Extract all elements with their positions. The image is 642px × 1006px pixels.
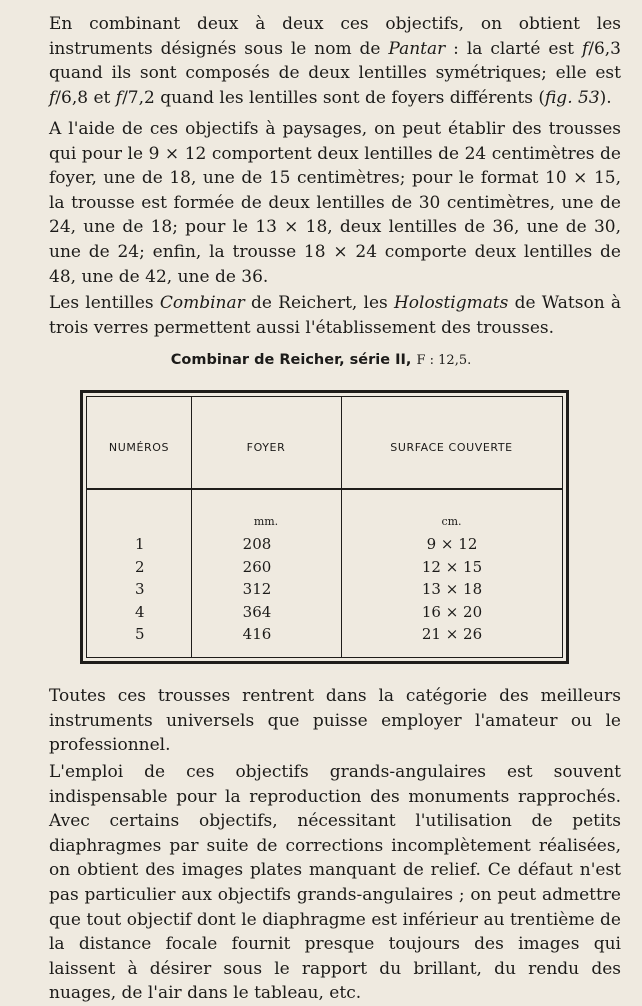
italic-term: Holostigmats (393, 293, 509, 313)
cell-foyer: 260 (242, 557, 272, 576)
cell-surface: 12 × 15 (421, 557, 483, 576)
table-frame (86, 396, 563, 658)
italic-term: f (115, 87, 123, 108)
table-caption (0, 352, 642, 368)
unit-cm: cm. (441, 515, 462, 528)
text: : la clarté est (445, 38, 582, 59)
text: En combinant deux à deux ces objectifs, on obtient les instruments désignés sous le nom de (49, 14, 621, 59)
cell-foyer: 312 (242, 580, 272, 598)
cell-surface: 13 × 18 (421, 580, 483, 598)
cell-numero: 2 (135, 557, 145, 576)
cell-foyer: 364 (242, 602, 272, 621)
header-foyer: FOYER (246, 441, 286, 454)
paragraph-universels: Toutes ces trousses rentrent dans la catégorie des meilleurs instruments universels que puisse employer l'amateur ou le professionnel. (49, 686, 621, 756)
cell-surface: 16 × 20 (421, 602, 483, 621)
text: de Watson à trois verres permettent aussi l'établissement des trousses. (49, 293, 621, 338)
figure-ref: fig. 53 (544, 87, 600, 108)
text: /7,2 quand les lentilles sont de foyers différents ( (122, 87, 545, 108)
cell-foyer: 416 (242, 625, 272, 643)
italic-term: Pantar (388, 38, 446, 59)
data-table (80, 390, 569, 664)
cell-foyer: 208 (242, 535, 272, 553)
italic-term: f (581, 38, 589, 59)
header-numeros: NUMÉROS (108, 441, 170, 454)
paragraph-trousses: A l'aide de ces objectifs à paysages, on peut établir des trousses qui pour le 9 × 12 comportent deux lentilles de 24 centimètres de foyer, une de 18, une de 15 centimètres; pour le format 10 × 15, la trousse est formée de deux lentilles de 30 centimètres, une de 24, une de 18; pour le 13 × 18, deux lentilles de 36, une de 30, une de 24; enfin, la trousse 18 × 24 comporte deux lentilles de 48, une de 42, une de 36. (49, 119, 621, 287)
text: Les lentilles (49, 293, 160, 313)
cell-numero: 1 (135, 535, 145, 553)
paragraph-combinar (49, 291, 621, 340)
header-divider (87, 488, 562, 490)
table-title: Combinar de Reicher, série II, (170, 352, 412, 368)
paragraph-grands-angulaires: L'emploi de ces objectifs grands-angulaires est souvent indispensable pour la reproduction des monuments rapprochés. Avec certains objectifs, nécessitant l'utilisation de petits diaphragmes par suite de corrections incomplètement réalisées, on obtient des images plates manquant de relief. Ce défaut n'est pas particulier aux objectifs grands-angulaires ; on peut admettre que tout objectif dont le diaphragme est inférieur au trentième de la distance focale fournit presque toujours des images qui laissent à désirer sous le rapport du brillant, du rendu des nuages, de l'air dans le tableau, etc. (49, 762, 621, 1004)
text: ). (599, 87, 612, 108)
paragraph-pantar (49, 12, 621, 110)
cell-numero: 4 (135, 602, 145, 621)
cell-surface: 21 × 26 (421, 625, 483, 643)
header-surface: SURFACE COUVERTE (390, 441, 513, 454)
cell-numero: 3 (135, 580, 145, 598)
cell-surface: 9 × 12 (426, 535, 478, 553)
unit-mm: mm. (253, 515, 279, 528)
text: /6,8 et (55, 87, 116, 108)
cell-numero: 5 (135, 625, 145, 643)
italic-term: Combinar (159, 293, 245, 313)
text: /6,3 quand ils sont composés de deux lentilles symétriques; elle est (49, 38, 621, 84)
text: de Reichert, les (244, 293, 394, 313)
table-aperture: F : 12,5. (416, 353, 472, 368)
italic-term: f (49, 87, 56, 108)
